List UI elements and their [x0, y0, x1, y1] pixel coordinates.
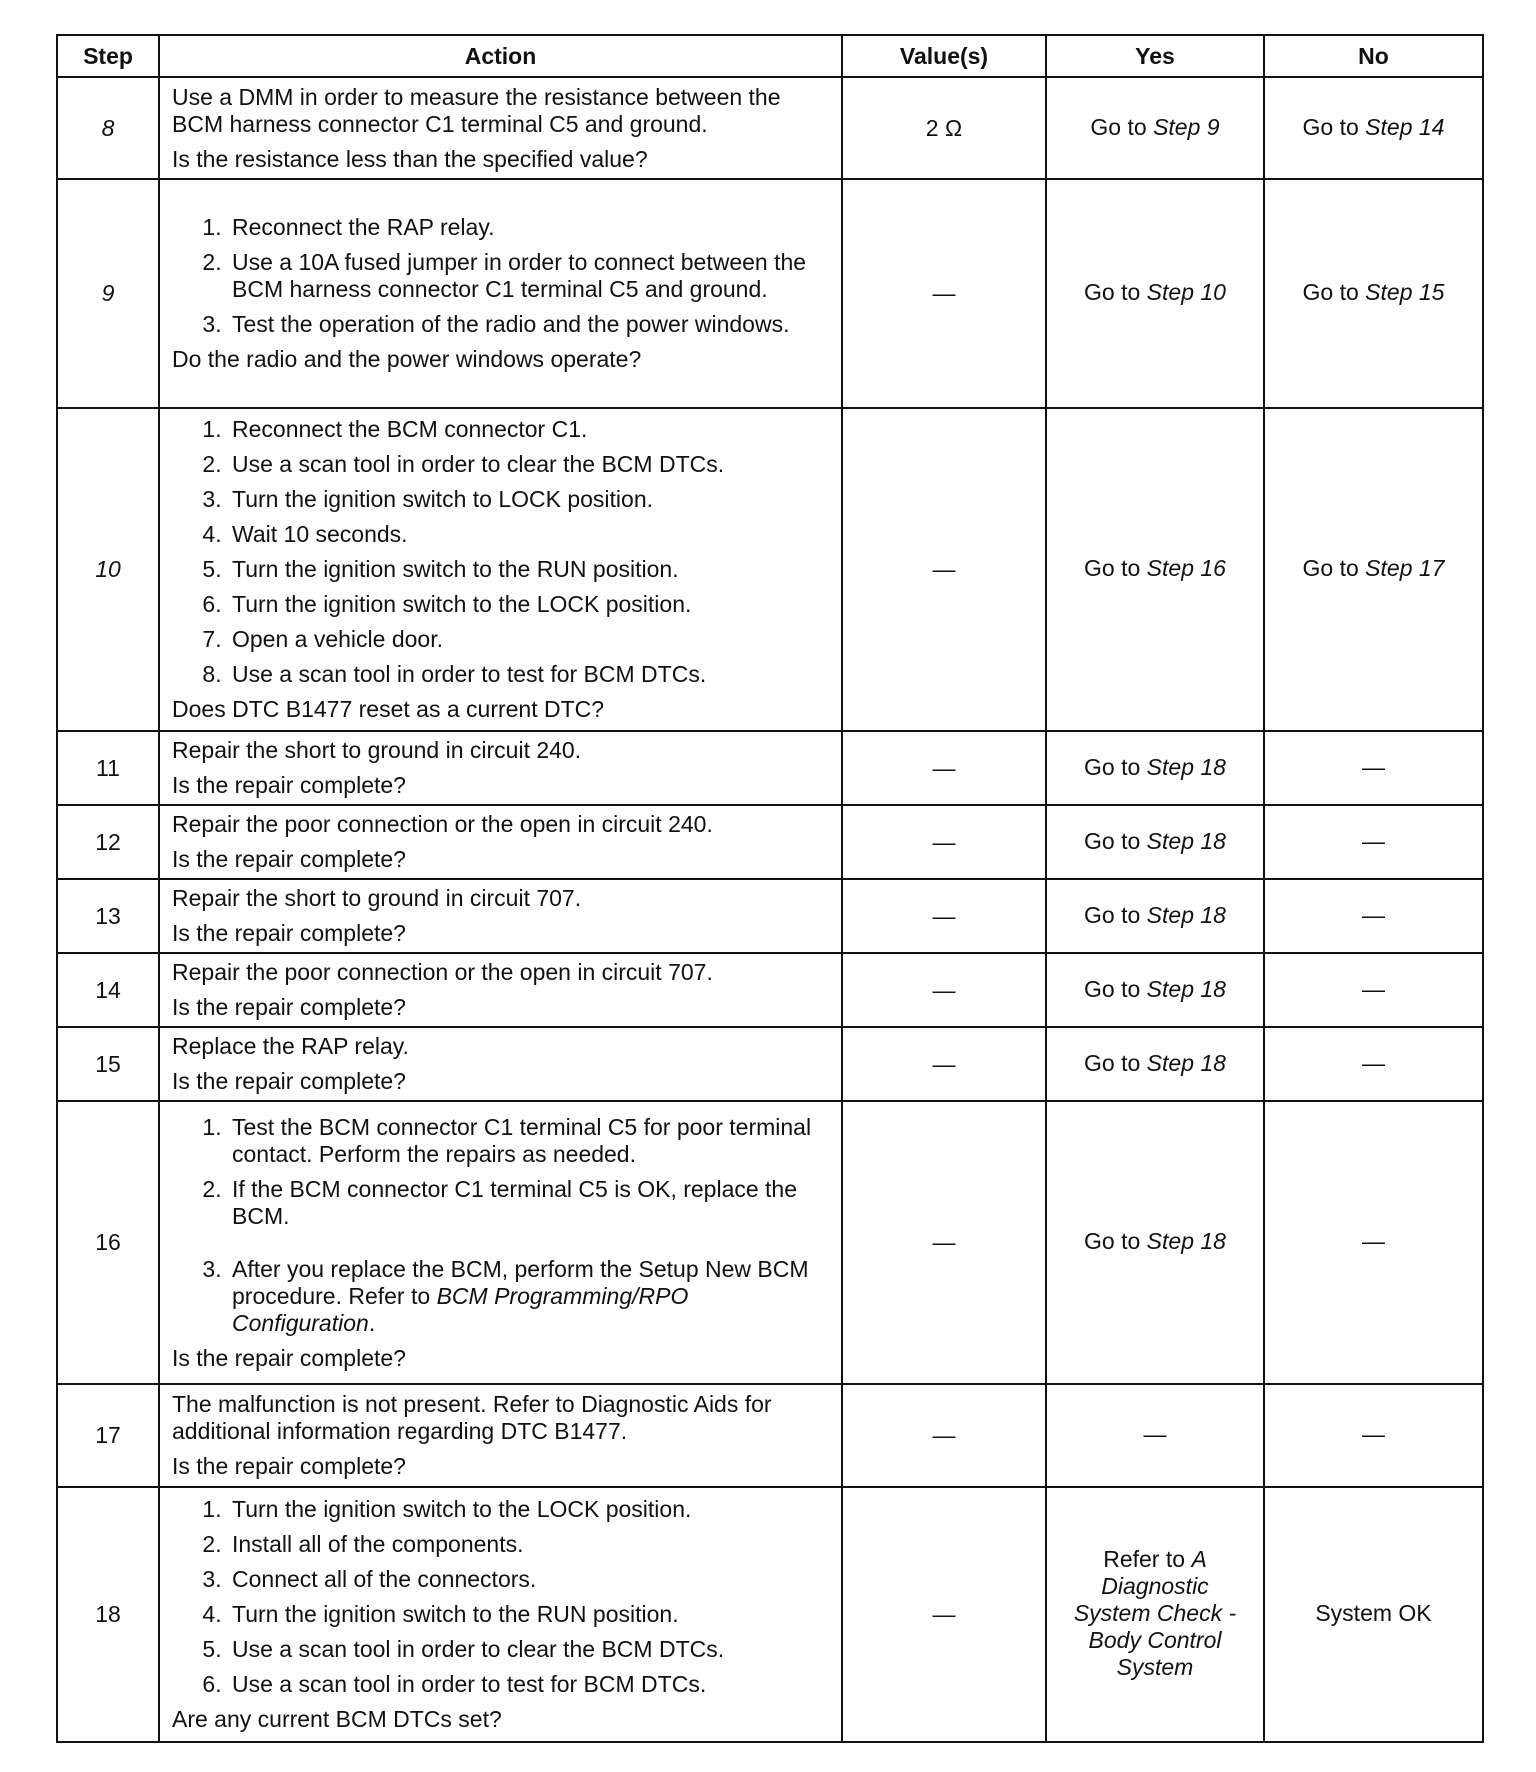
step-number: 11: [57, 731, 159, 805]
value-cell: —: [842, 408, 1046, 731]
value-cell: 2 Ω: [842, 77, 1046, 179]
action-step: 1. Reconnect the BCM connector C1.: [228, 416, 831, 443]
yes-prefix: Refer to: [1103, 1546, 1192, 1572]
table-row: [57, 1027, 1483, 1101]
yes-step-ref: Step 18: [1146, 901, 1226, 928]
document-reference: BCM Programming/RPO Configuration: [232, 1282, 689, 1336]
action-cell: [159, 1487, 842, 1742]
value-cell: —: [842, 731, 1046, 805]
no-cell: —: [1264, 1027, 1483, 1101]
action-question: Is the repair complete?: [172, 920, 406, 946]
action-question: Does DTC B1477 reset as a current DTC?: [172, 696, 605, 722]
no-step-ref: Step 15: [1365, 279, 1445, 305]
action-step: 7. Open a vehicle door.: [228, 626, 831, 653]
table-row: [57, 1487, 1483, 1742]
no-prefix: Go to: [1302, 113, 1366, 140]
header-row: [57, 35, 1483, 77]
action-cell: [159, 77, 842, 179]
yes-prefix: Go to: [1084, 975, 1147, 1002]
diagnostic-table: [56, 34, 1484, 1743]
action-step: 1. Test the BCM connector C1 terminal C5 for poor terminal contact. Perform the repairs as needed.: [228, 1114, 831, 1168]
table-row: [57, 1384, 1483, 1487]
header-values: Value(s): [842, 35, 1046, 77]
action-step: 5. Turn the ignition switch to the RUN position.: [228, 556, 831, 583]
action-step-list: [172, 1496, 831, 1698]
value-cell: —: [842, 879, 1046, 953]
action-step: 4. Turn the ignition switch to the RUN position.: [228, 1601, 831, 1628]
action-question: Do the radio and the power windows operate?: [172, 346, 642, 372]
no-cell: —: [1264, 879, 1483, 953]
value-cell: —: [842, 1101, 1046, 1384]
action-step-list: [172, 214, 831, 338]
step-number: 15: [57, 1027, 159, 1101]
action-text: Use a DMM in order to measure the resistance between the BCM harness connector C1 terminal C5 and ground.: [172, 83, 781, 137]
table-row: [57, 879, 1483, 953]
table-row: [57, 179, 1483, 408]
action-cell: [159, 408, 842, 731]
action-step: [228, 1256, 831, 1337]
yes-step-ref: Step 18: [1146, 827, 1226, 854]
step-number: 13: [57, 879, 159, 953]
step-number: 14: [57, 953, 159, 1027]
table-row: [57, 77, 1483, 179]
value-cell: —: [842, 1487, 1046, 1742]
action-step: 5. Use a scan tool in order to clear the BCM DTCs.: [228, 1636, 831, 1663]
no-cell: [1264, 179, 1483, 408]
action-cell: [159, 179, 842, 408]
yes-document-reference: A Diagnostic System Check - Body Control System: [1073, 1546, 1237, 1680]
action-step: 2. If the BCM connector C1 terminal C5 is OK, replace the BCM.: [228, 1176, 831, 1230]
yes-cell: —: [1046, 1384, 1264, 1487]
action-step-list: [172, 1114, 831, 1337]
step-number: 10: [57, 408, 159, 731]
action-step-text: After you replace the BCM, perform the Setup New BCM procedure. Refer to: [232, 1255, 809, 1309]
no-cell: [1264, 408, 1483, 731]
action-text: Repair the short to ground in circuit 240.: [172, 737, 582, 763]
no-step-ref: Step 17: [1365, 555, 1445, 581]
yes-step-ref: Step 9: [1153, 113, 1220, 140]
yes-cell: [1046, 731, 1264, 805]
action-question: Is the repair complete?: [172, 772, 406, 798]
action-step: 4. Wait 10 seconds.: [228, 521, 831, 548]
action-step: 3. Test the operation of the radio and the power windows.: [228, 311, 831, 338]
action-step: 8. Use a scan tool in order to test for BCM DTCs.: [228, 661, 831, 688]
action-text: Repair the short to ground in circuit 707.: [172, 885, 582, 911]
action-text: Replace the RAP relay.: [172, 1033, 409, 1059]
no-step-ref: Step 14: [1365, 113, 1445, 140]
step-number: 8: [57, 77, 159, 179]
action-text: Repair the poor connection or the open in circuit 240.: [172, 811, 713, 837]
step-number: 17: [57, 1384, 159, 1487]
yes-cell: [1046, 179, 1264, 408]
header-action: Action: [159, 35, 842, 77]
action-step: 2. Install all of the components.: [228, 1531, 831, 1558]
step-number: 18: [57, 1487, 159, 1742]
yes-cell: [1046, 77, 1264, 179]
action-step: 3. Connect all of the connectors.: [228, 1566, 831, 1593]
no-cell: —: [1264, 1384, 1483, 1487]
action-step-end: .: [368, 1309, 376, 1336]
yes-prefix: Go to: [1084, 279, 1147, 305]
action-question: Is the repair complete?: [172, 994, 406, 1020]
step-number: 12: [57, 805, 159, 879]
action-step: 2. Use a 10A fused jumper in order to connect between the BCM harness connector C1 terminal C5 and ground.: [228, 249, 831, 303]
yes-prefix: Go to: [1084, 1049, 1147, 1076]
yes-cell: [1046, 805, 1264, 879]
step-number: 9: [57, 179, 159, 408]
value-cell: —: [842, 1027, 1046, 1101]
yes-prefix: Go to: [1084, 901, 1147, 928]
action-cell: [159, 805, 842, 879]
no-cell: —: [1264, 953, 1483, 1027]
action-question: Is the repair complete?: [172, 1453, 406, 1479]
action-step: 3. Turn the ignition switch to LOCK position.: [228, 486, 831, 513]
value-cell: —: [842, 1384, 1046, 1487]
action-cell: [159, 731, 842, 805]
yes-cell: [1046, 1101, 1264, 1384]
action-text: Repair the poor connection or the open in circuit 707.: [172, 959, 713, 985]
action-question: Is the resistance less than the specified value?: [172, 145, 648, 172]
action-question: Is the repair complete?: [172, 1068, 406, 1094]
yes-prefix: Go to: [1084, 827, 1147, 854]
yes-cell: [1046, 1027, 1264, 1101]
action-step: 1. Reconnect the RAP relay.: [228, 214, 831, 241]
action-step: 6. Use a scan tool in order to test for BCM DTCs.: [228, 1671, 831, 1698]
action-question: Is the repair complete?: [172, 1344, 406, 1371]
no-prefix: Go to: [1302, 279, 1366, 305]
yes-cell: [1046, 879, 1264, 953]
action-cell: [159, 953, 842, 1027]
yes-step-ref: Step 18: [1146, 1049, 1226, 1076]
no-prefix: Go to: [1302, 555, 1366, 581]
yes-prefix: Go to: [1084, 1228, 1147, 1254]
step-number: 16: [57, 1101, 159, 1384]
table-row: [57, 805, 1483, 879]
no-cell: —: [1264, 1101, 1483, 1384]
yes-step-ref: Step 18: [1146, 975, 1226, 1002]
table-row: [57, 731, 1483, 805]
yes-step-ref: Step 16: [1146, 555, 1226, 581]
action-cell: [159, 879, 842, 953]
table-row: [57, 1101, 1483, 1384]
action-text: The malfunction is not present. Refer to Diagnostic Aids for additional information regarding DTC B1477.: [172, 1391, 772, 1444]
table-row: [57, 408, 1483, 731]
yes-prefix: Go to: [1084, 555, 1147, 581]
value-cell: —: [842, 805, 1046, 879]
action-cell: [159, 1027, 842, 1101]
no-cell: [1264, 77, 1483, 179]
header-no: No: [1264, 35, 1483, 77]
value-cell: —: [842, 179, 1046, 408]
yes-cell: [1046, 953, 1264, 1027]
action-question: Is the repair complete?: [172, 846, 406, 872]
yes-cell: [1046, 1487, 1264, 1742]
action-step: 1. Turn the ignition switch to the LOCK position.: [228, 1496, 831, 1523]
action-step: 6. Turn the ignition switch to the LOCK position.: [228, 591, 831, 618]
no-cell: —: [1264, 731, 1483, 805]
header-step: Step: [57, 35, 159, 77]
action-step-list: [172, 416, 831, 688]
yes-cell: [1046, 408, 1264, 731]
yes-step-ref: Step 18: [1146, 1228, 1226, 1254]
action-cell: [159, 1101, 842, 1384]
action-question: Are any current BCM DTCs set?: [172, 1706, 502, 1732]
yes-prefix: Go to: [1084, 753, 1147, 780]
table-row: [57, 953, 1483, 1027]
action-step: 2. Use a scan tool in order to clear the BCM DTCs.: [228, 451, 831, 478]
yes-step-ref: Step 10: [1146, 279, 1226, 305]
value-cell: —: [842, 953, 1046, 1027]
yes-prefix: Go to: [1090, 113, 1154, 140]
no-cell: System OK: [1264, 1487, 1483, 1742]
no-cell: —: [1264, 805, 1483, 879]
header-yes: Yes: [1046, 35, 1264, 77]
yes-step-ref: Step 18: [1146, 753, 1226, 780]
action-cell: [159, 1384, 842, 1487]
